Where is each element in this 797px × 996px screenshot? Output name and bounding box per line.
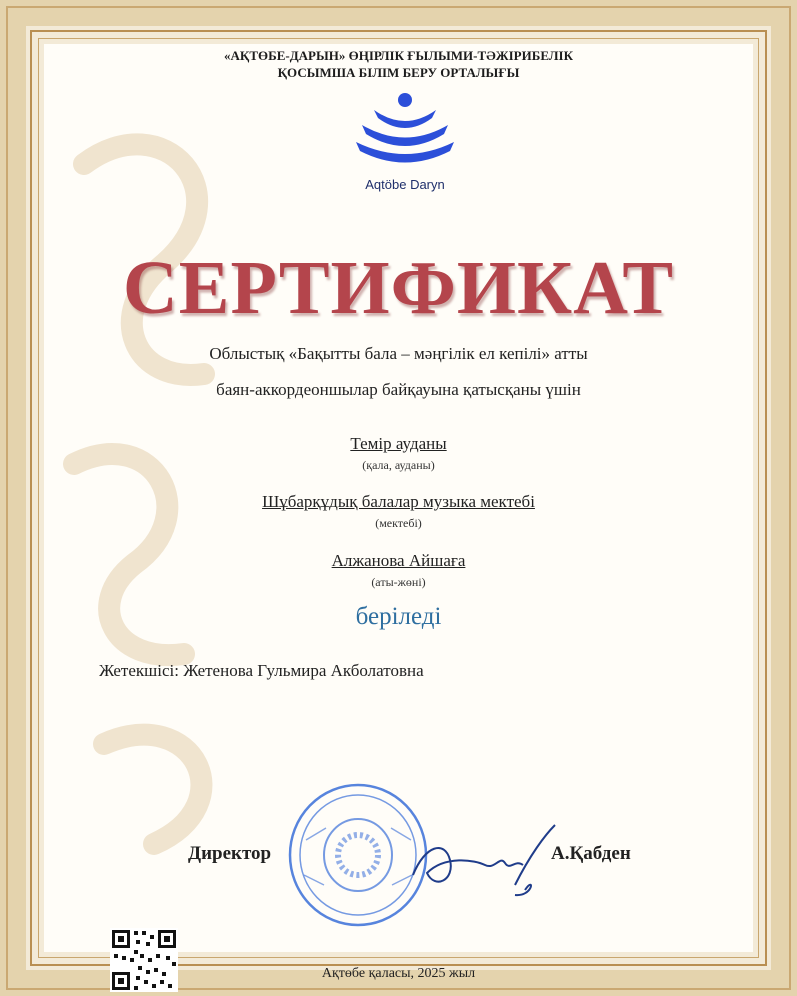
director-label: Директор (188, 843, 272, 864)
district-caption: (қала, ауданы) (362, 458, 435, 472)
organization-name (0, 47, 797, 81)
place-and-year: Ақтөбе қаласы, 2025 жыл (321, 966, 476, 981)
district-field: Темір ауданы (350, 434, 447, 453)
certificate-title: СЕРТИФИКАТ (122, 246, 675, 330)
school-field: Шұбарқұдық балалар музыка мектебі (262, 492, 535, 511)
recipient-caption: (аты-жөні) (371, 575, 426, 589)
qr-code (110, 928, 178, 992)
school-caption: (мектебі) (375, 516, 422, 530)
awarded-text: беріледі (355, 603, 442, 630)
recipient-field: Алжанова Айшаға (331, 551, 466, 570)
director-signature (405, 815, 565, 905)
organization-line-1: «АҚТӨБЕ-ДАРЫН» ӨҢІРЛІК ҒЫЛЫМИ-ТӘЖІРИБЕЛІК (224, 48, 573, 63)
description-line-2: баян-аккордеоншылар байқауына қатысқаны үшін (216, 380, 581, 399)
daryn-logo (350, 92, 460, 192)
logo-text: Aqtöbe Daryn (365, 177, 445, 192)
organization-line-2: ҚОСЫМША БІЛІМ БЕРУ ОРТАЛЫҒЫ (277, 65, 520, 80)
director-name: А.Қабден (551, 843, 631, 864)
description-line-1: Облыстық «Бақытты бала – мәңгілік ел кепілі» атты (209, 344, 588, 363)
supervisor-line: Жетекшісі: Жетенова Гульмира Акболатовна (99, 661, 424, 680)
